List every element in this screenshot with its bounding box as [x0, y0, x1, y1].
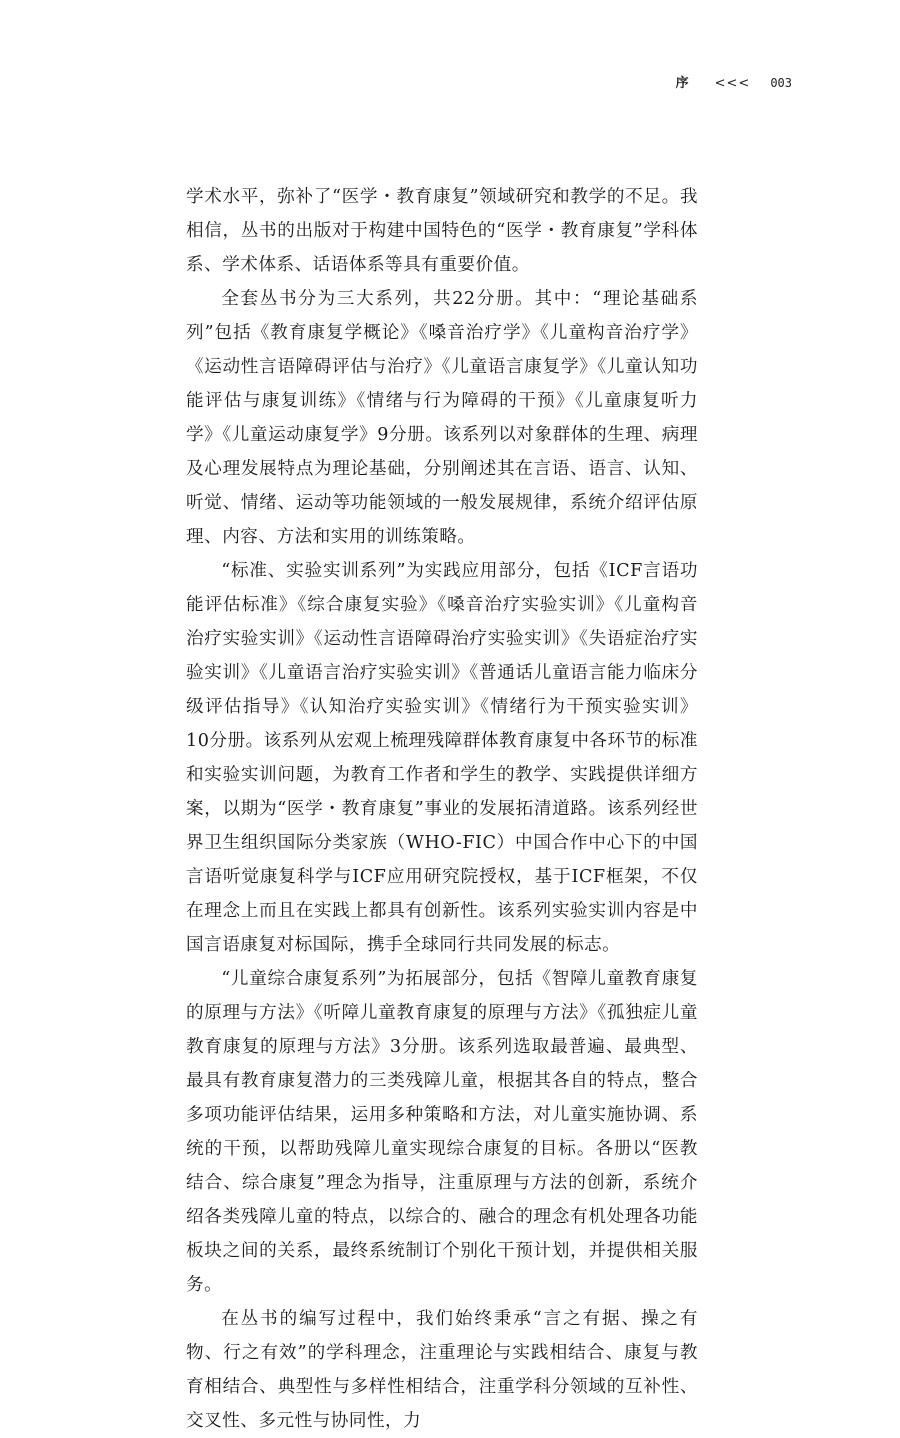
- paragraph-4: “儿童综合康复系列”为拓展部分，包括《智障儿童教育康复的原理与方法》《听障儿童教育康复的原理与方法》《孤独症儿童教育康复的原理与方法》3分册。该系列选取最普遍、最典型、最具有教育康复潜力的三类残障儿童，根据其各自的特点，整合多项功能评估结果，运用多种策略和方法，对儿童实施协调、系统的干预，以帮助残障儿童实现综合康复的目标。各册以“医教结合、综合康复”理念为指导，注重原理与方法的创新，系统介绍各类残障儿童的特点，以综合的、融合的理念有机处理各功能板块之间的关系，最终系统制订个别化干预计划，并提供相关服务。: [186, 969, 698, 1295]
- body-text: [186, 180, 698, 1438]
- section-title: 序: [675, 76, 689, 91]
- running-header: [676, 72, 792, 91]
- paragraph-5: 在丛书的编写过程中，我们始终秉承“言之有据、操之有物、行之有效”的学科理念，注重理论与实践相结合、康复与教育相结合、典型性与多样性相结合，注重学科分领域的互补性、交叉性、多元性与协同性，力: [186, 1309, 698, 1431]
- paragraph-1: 学术水平，弥补了“医学・教育康复”领域研究和教学的不足。我相信，丛书的出版对于构建中国特色的“医学・教育康复”学科体系、学术体系、话语体系等具有重要价值。: [186, 187, 698, 275]
- paragraph-3: “标准、实验实训系列”为实践应用部分，包括《ICF言语功能评估标准》《综合康复实验》《嗓音治疗实验实训》《儿童构音治疗实验实训》《运动性言语障碍治疗实验实训》《失语症治疗实验实训》《儿童语言治疗实验实训》《普通话儿童语言能力临床分级评估指导》《认知治疗实验实训》《情绪行为干预实验实训》10分册。该系列从宏观上梳理残障群体教育康复中各环节的标准和实验实训问题，为教育工作者和学生的教学、实践提供详细方案，以期为“医学・教育康复”事业的发展拓清道路。该系列经世界卫生组织国际分类家族（WHO-FIC）中国合作中心下的中国言语听觉康复科学与ICF应用研究院授权，基于ICF框架，不仅在理念上而且在实践上都具有创新性。该系列实验实训内容是中国言语康复对标国际，携手全球同行共同发展的标志。: [186, 561, 698, 955]
- header-arrows: <<<: [714, 76, 751, 91]
- paragraph-2: 全套丛书分为三大系列，共22分册。其中：“理论基础系列”包括《教育康复学概论》《嗓音治疗学》《儿童构音治疗学》《运动性言语障碍评估与治疗》《儿童语言康复学》《儿童认知功能评估与康复训练》《情绪与行为障碍的干预》《儿童康复听力学》《儿童运动康复学》9分册。该系列以对象群体的生理、病理及心理发展特点为理论基础，分别阐述其在言语、语言、认知、听觉、情绪、运动等功能领域的一般发展规律，系统介绍评估原理、内容、方法和实用的训练策略。: [186, 289, 698, 547]
- page-number: 003: [770, 76, 792, 90]
